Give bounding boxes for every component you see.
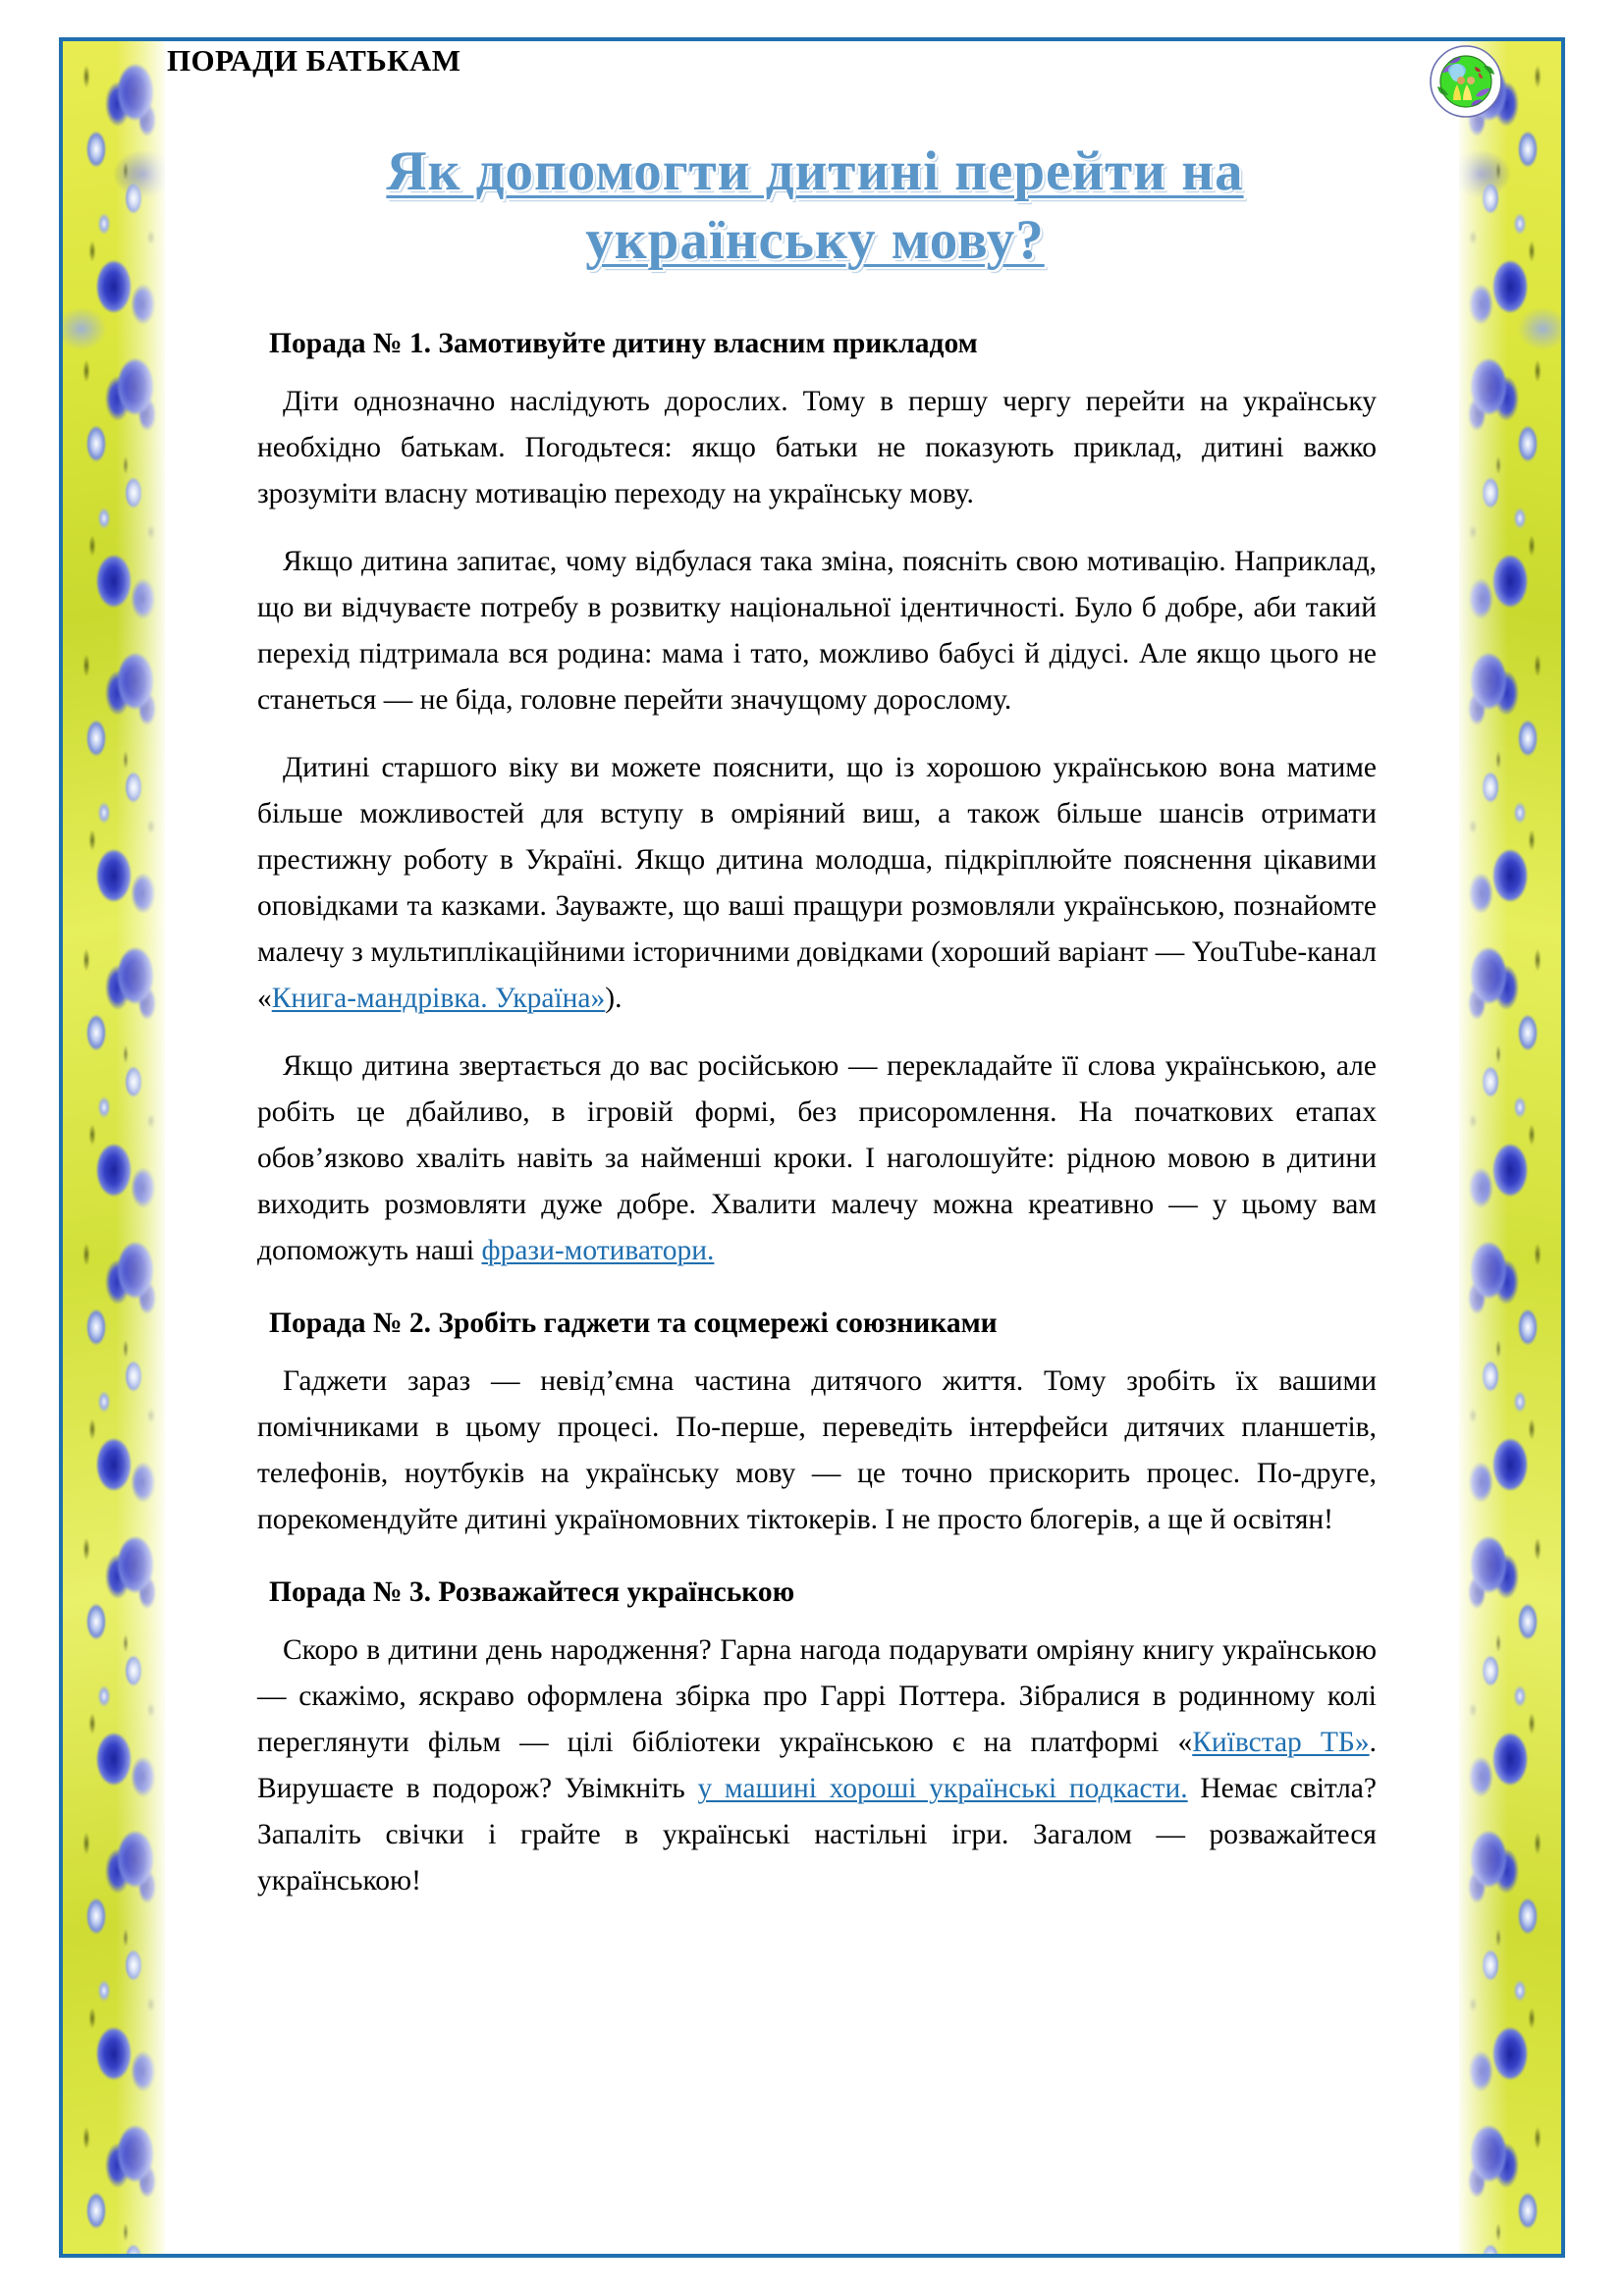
- paragraph-text: ).: [605, 983, 623, 1014]
- body-paragraph: [257, 539, 1377, 723]
- paragraph-text: Гаджети зараз — невід’ємна частина дитячого життя. Тому зробіть їх вашими помічниками в цьому процесі. По-перше, переведіть інтерфейси дитячих планшетів, телефонів, ноутбуків на українську мову — це точно прискорить процес. По-друге, порекомендуйте дитині україномовних тіктокерів. І не просто блогерів, а ще й освітян!: [257, 1365, 1377, 1535]
- kindergarten-emblem-icon: [1428, 43, 1504, 120]
- body-paragraph: [257, 1043, 1377, 1274]
- paragraph-text: Скоро в дитини день народження? Гарна нагода подарувати омріяну книгу українською — скажімо, яскраво оформлена збірка про Гаррі Поттера. Зібралися в родинному колі переглянути фільм — цілі бібліотеки українською є на платформі «: [257, 1634, 1377, 1758]
- body-paragraph: [257, 1359, 1377, 1543]
- border-fade: [63, 41, 165, 2254]
- petrykivka-border-left: [63, 41, 165, 2254]
- paragraph-text: Немає світла? Запаліть свічки і грайте в українські настільні ігри. Загалом — розважайтеся українською!: [257, 1773, 1377, 1896]
- page-title: [226, 137, 1404, 275]
- paragraph-text: Якщо дитина звертається до вас російською — перекладайте її слова українською, але робіть це дбайливо, в ігровій формі, без присоромлення. На початкових етапах обов’язково хваліть навіть за найменші кроки. І наголошуйте: рідною мовою в дитини виходить розмовляти дуже добре. Хвалити малечу можна креативно — у цьому вам допоможуть наші: [257, 1050, 1377, 1266]
- petrykivka-border-right: [1459, 41, 1561, 2254]
- page-title-line-2: українську мову?: [585, 209, 1045, 271]
- inline-link[interactable]: Київстар ТБ»: [1192, 1727, 1370, 1758]
- header-kicker: ПОРАДИ БАТЬКАМ: [167, 43, 461, 78]
- paragraph-text: Дитині старшого віку ви можете пояснити, що із хорошою українською вона матиме більше можливостей для вступу в омріяний виш, а також більше шансів отримати престижну роботу в Україні. Якщо дитина молодша, підкріплюйте пояснення цікавими оповідками та казками. Зауважте, що ваші пращури розмовляли українською, познайомте малечу з мультиплікаційними історичними довідками (хороший варіант — YouTube-канал «: [257, 752, 1377, 1014]
- tip-heading: Порада № 2. Зробіть гаджети та соцмережі союзниками: [269, 1308, 998, 1339]
- paragraph-text: Якщо дитина запитає, чому відбулася така зміна, поясніть свою мотивацію. Наприклад, що ви відчуваєте потребу в розвитку національної ідентичності. Було б добре, аби такий перехід підтримала вся родина: мама і тато, можливо бабусі й дідусі. Але якщо цього не станеться — не біда, головне перейти значущому дорослому.: [257, 546, 1377, 716]
- border-fade: [1459, 41, 1561, 2254]
- document-body: [257, 324, 1377, 1904]
- inline-link[interactable]: у машині хороші українські подкасти.: [697, 1773, 1188, 1804]
- inline-link[interactable]: Книга-мандрівка. Україна»: [271, 983, 606, 1014]
- tip-heading: Порада № 3. Розважайтеся українською: [269, 1576, 795, 1608]
- page-title-line-1: Як допомогти дитині перейти на: [386, 140, 1244, 202]
- paragraph-text: Діти однозначно наслідують дорослих. Тому в першу чергу перейти на українську необхідно батькам. Погодьтеся: якщо батьки не показують приклад, дитині важко зрозуміти власну мотивацію переходу на українську мову.: [257, 386, 1377, 509]
- paragraph-text: . Вирушаєте в подорож? Увімкніть: [257, 1727, 1377, 1804]
- body-paragraph: [257, 1628, 1377, 1904]
- document-header: [167, 43, 1463, 124]
- inline-link[interactable]: фрази-мотиватори.: [481, 1235, 715, 1266]
- body-paragraph: [257, 379, 1377, 517]
- tip-heading: Порада № 1. Замотивуйте дитину власним прикладом: [269, 328, 978, 359]
- body-paragraph: [257, 745, 1377, 1022]
